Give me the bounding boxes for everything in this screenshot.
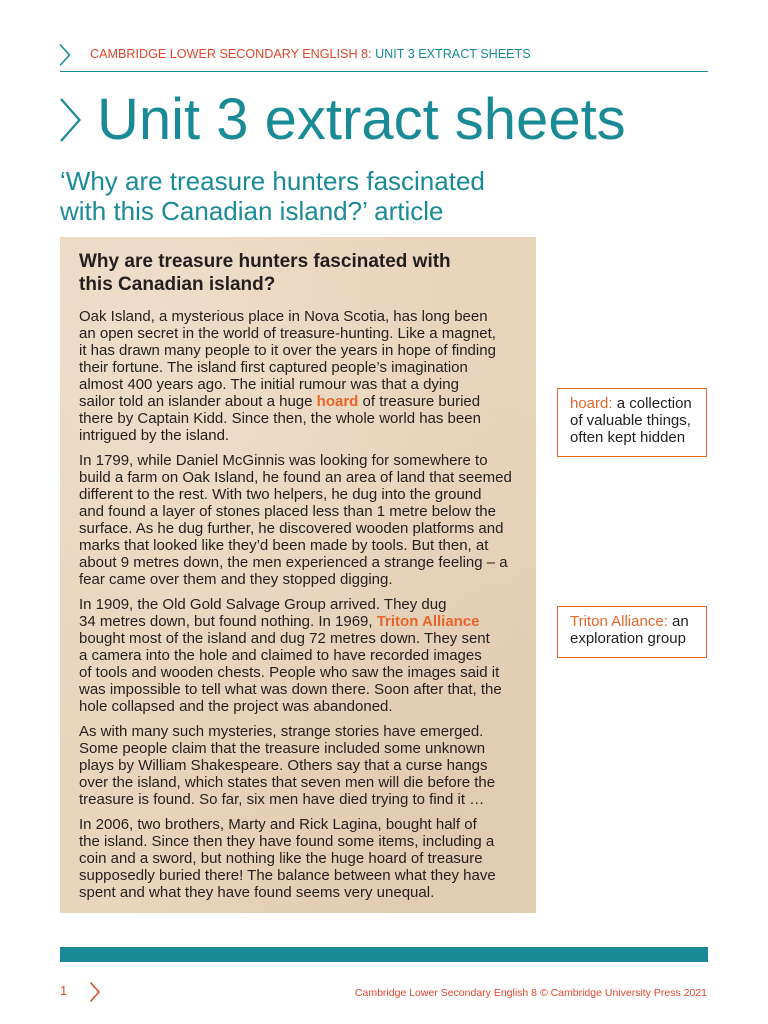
paragraph-line: an open secret in the world of treasure-hunting. Like a magnet, [79, 325, 496, 342]
paragraph-line: hole collapsed and the project was abandoned. [79, 698, 393, 715]
glossary-term: Triton Alliance: [570, 613, 668, 630]
paragraph-line: almost 400 years ago. The initial rumour was that a dying [79, 376, 459, 393]
paragraph-line: Some people claim that the treasure included some unknown [79, 740, 486, 757]
heading-line: this Canadian island? [79, 274, 276, 295]
paragraph-line: In 2006, two brothers, Marty and Rick Lagina, bought half of [79, 816, 477, 833]
article-paragraph [79, 723, 517, 808]
subtitle-line: ‘Why are treasure hunters fascinated [60, 166, 485, 196]
copyright-notice: Cambridge Lower Secondary English 8 © Cambridge University Press 2021 [354, 987, 707, 999]
glossary-line [570, 613, 706, 630]
chevron-right-icon [58, 97, 84, 143]
glossary-box-hoard [557, 388, 707, 457]
article-paragraph [79, 308, 517, 444]
page-title: Unit 3 extract sheets [97, 87, 626, 152]
glossary-box-triton-alliance [557, 606, 707, 658]
paragraph-line: of tools and wooden chests. People who saw the images said it [79, 664, 500, 681]
glossary-definition: a collection [616, 395, 692, 412]
paragraph-line: fear came over them and they stopped digging. [79, 571, 393, 588]
glossary-definition: often kept hidden [570, 429, 686, 446]
paragraph-line: spent and what they have found seems very unequal. [79, 884, 435, 901]
paragraph-line: supposedly buried there! The balance between what they have [79, 867, 496, 884]
glossary-keyword: hoard [316, 393, 359, 410]
paragraph-line: over the island, which states that seven men will die before the [79, 774, 496, 791]
header-divider [60, 71, 708, 72]
paragraph-line: Oak Island, a mysterious place in Nova Scotia, has long been [79, 308, 488, 325]
paragraph-line: surface. As he dug further, he discovered wooden platforms and [79, 520, 504, 537]
line-text: sailor told an islander about a huge [79, 393, 313, 410]
glossary-definition: of valuable things, [570, 412, 691, 429]
paragraph-line: treasure is found. So far, six men have died trying to find it … [79, 791, 485, 808]
paragraph-line: the island. Since then they have found some items, including a [79, 833, 495, 850]
glossary-keyword: Triton Alliance [376, 613, 480, 630]
paragraph-line: a camera into the hole and claimed to have recorded images [79, 647, 482, 664]
chevron-right-icon [88, 981, 102, 1003]
paragraph-line: build a farm on Oak Island, he found an area of land that seemed [79, 469, 512, 486]
paragraph-line: intrigued by the island. [79, 427, 230, 444]
article-paragraph [79, 596, 517, 715]
page-number: 1 [60, 983, 68, 998]
paragraph-line: bought most of the island and dug 72 metres down. They sent [79, 630, 490, 647]
glossary-term: hoard: [570, 395, 613, 412]
paragraph-line: was impossible to tell what was down there. Soon after that, the [79, 681, 502, 698]
page-subtitle [60, 166, 485, 226]
article-heading [79, 250, 517, 296]
paragraph-line: it has drawn many people to it over the years in hope of finding [79, 342, 496, 359]
paragraph-line [79, 393, 517, 410]
article-extract-box [60, 237, 536, 913]
paragraph-line: As with many such mysteries, strange stories have emerged. [79, 723, 484, 740]
paragraph-line: different to the rest. With two helpers, he dug into the ground [79, 486, 482, 503]
paragraph-line: In 1799, while Daniel McGinnis was looking for somewhere to [79, 452, 488, 469]
paragraph-line: marks that looked like they’d been made by tools. But then, at [79, 537, 489, 554]
paragraph-line: plays by William Shakespeare. Others say that a curse hangs [79, 757, 488, 774]
paragraph-line: their fortune. The island first captured people’s imagination [79, 359, 468, 376]
article-paragraph [79, 816, 517, 901]
unit-label: UNIT 3 EXTRACT SHEETS [375, 47, 531, 61]
glossary-definition: exploration group [570, 630, 686, 647]
paragraph-line: and found a layer of stones placed less than 1 metre below the [79, 503, 496, 520]
paragraph-line: about 9 metres down, the men experienced a strange feeling – a [79, 554, 508, 571]
chevron-right-icon [58, 43, 72, 67]
series-label: CAMBRIDGE LOWER SECONDARY ENGLISH 8: [90, 47, 372, 61]
article-paragraph [79, 452, 517, 588]
glossary-line [570, 395, 706, 412]
paragraph-line: there by Captain Kidd. Since then, the whole world has been [79, 410, 481, 427]
line-text: of treasure buried [362, 393, 481, 410]
paragraph-line: In 1909, the Old Gold Salvage Group arrived. They dug [79, 596, 447, 613]
paragraph-line [79, 613, 517, 630]
glossary-definition: an [672, 613, 689, 630]
heading-line: Why are treasure hunters fascinated with [79, 251, 451, 272]
paragraph-line: coin and a sword, but nothing like the huge hoard of treasure [79, 850, 483, 867]
running-header [90, 46, 531, 62]
footer-bar [60, 947, 708, 962]
subtitle-line: with this Canadian island?’ article [60, 196, 444, 226]
line-text: 34 metres down, but found nothing. In 1969, [79, 613, 373, 630]
